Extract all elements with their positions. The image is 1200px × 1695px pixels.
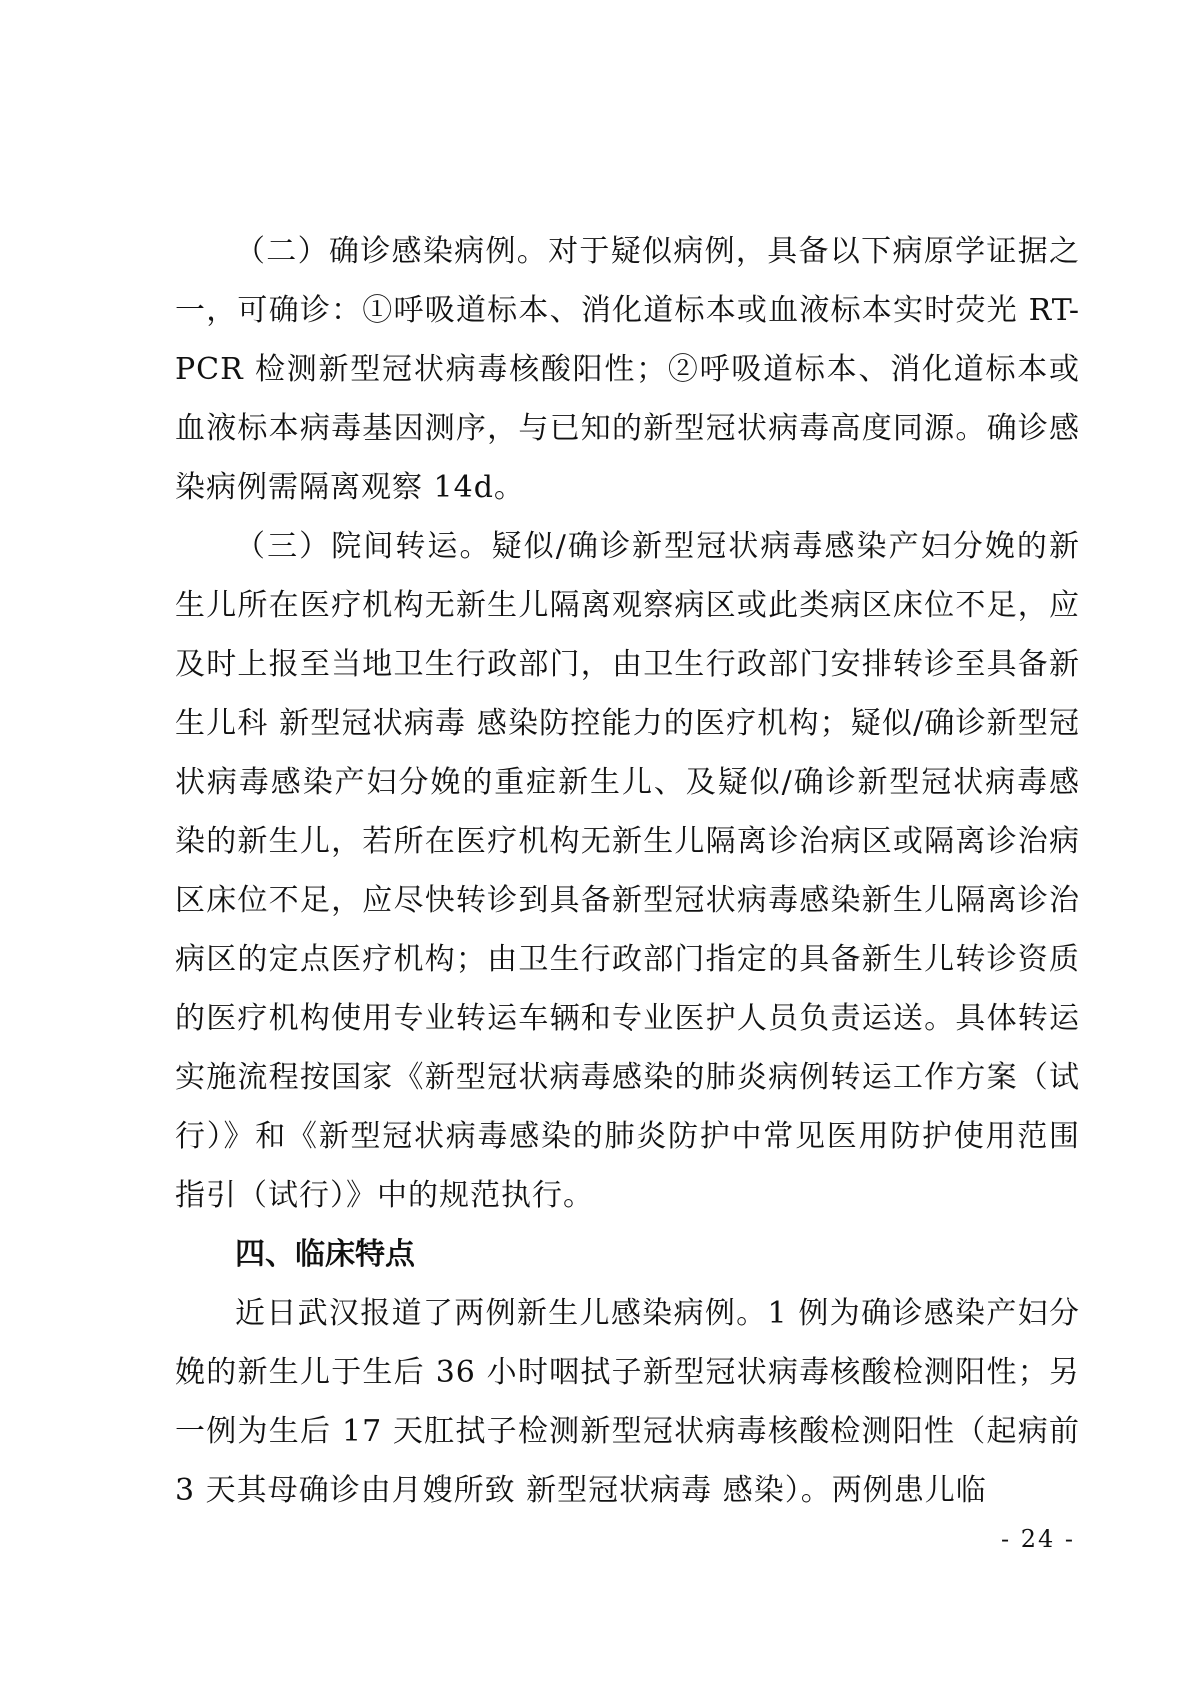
document-body	[175, 222, 1080, 1520]
section-heading-clinical-features: 四、临床特点	[235, 1237, 415, 1272]
paragraph-inter-hospital-transfer: （三）院间转运。疑似/确诊新型冠状病毒感染产妇分娩的新生儿所在医疗机构无新生儿隔离观察病区或此类病区床位不足，应及时上报至当地卫生行政部门，由卫生行政部门安排转诊至具备新生儿科 新型冠状病毒 感染防控能力的医疗机构；疑似/确诊新型冠状病毒感染产妇分娩的重症新生儿、及疑似/确诊新型冠状病毒感染的新生儿，若所在医疗机构无新生儿隔离诊治病区或隔离诊治病区床位不足，应尽快转诊到具备新型冠状病毒感染新生儿隔离诊治病区的定点医疗机构；由卫生行政部门指定的具备新生儿转诊资质的医疗机构使用专业转运车辆和专业医护人员负责运送。具体转运实施流程按国家《新型冠状病毒感染的肺炎病例转运工作方案（试行）》和《新型冠状病毒感染的肺炎防护中常见医用防护使用范围指引（试行）》中的规范执行。	[175, 529, 1080, 1213]
page-number: - 24 -	[1000, 1525, 1075, 1553]
paragraph-clinical-features: 近日武汉报道了两例新生儿感染病例。1 例为确诊感染产妇分娩的新生儿于生后 36 小时咽拭子新型冠状病毒核酸检测阳性；另一例为生后 17 天肛拭子检测新型冠状病毒核酸检测阳性（起病前 3 天其母确诊由月嫂所致 新型冠状病毒 感染）。两例患儿临	[175, 1296, 1080, 1508]
paragraph-confirmed-cases: （二）确诊感染病例。对于疑似病例，具备以下病原学证据之一，可确诊：①呼吸道标本、消化道标本或血液标本实时荧光 RT-PCR 检测新型冠状病毒核酸阳性；②呼吸道标本、消化道标本或血液标本病毒基因测序，与已知的新型冠状病毒高度同源。确诊感染病例需隔离观察 14d。	[175, 234, 1080, 505]
